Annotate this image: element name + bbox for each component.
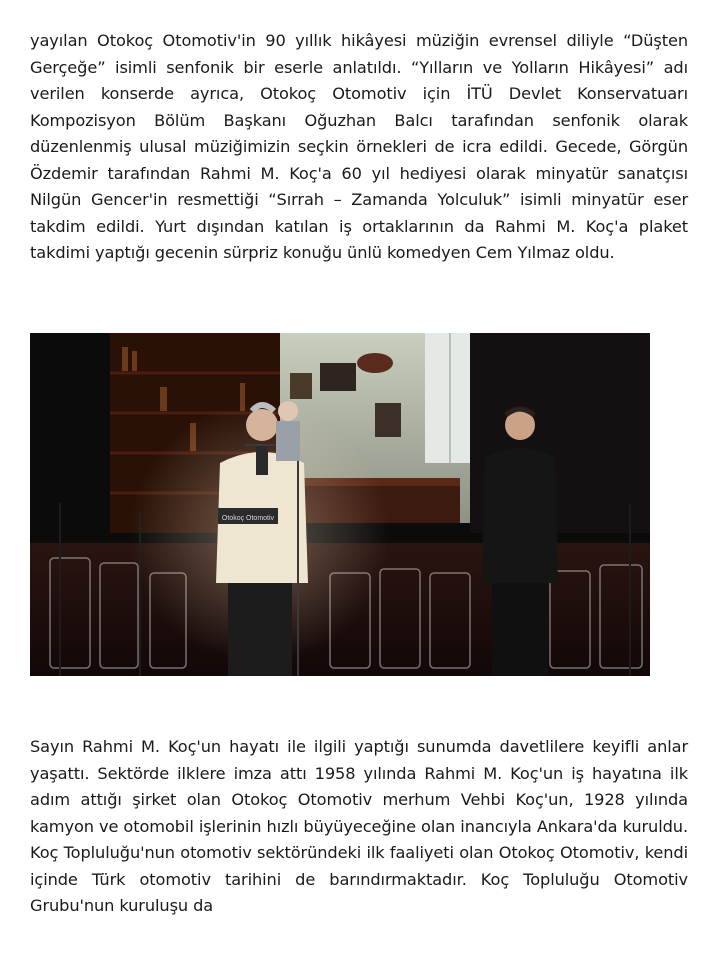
podium-sign: Otokoç Otomotiv (221, 515, 275, 522)
article-paragraph-1: yayılan Otokoç Otomotiv'in 90 yıllık hikâyesi müziğin evrensel diliyle “Düşten Gerçeğe” isimli senfonik bir eserle anlatıldı. “Yılların ve Yolların Hikâyesi” adı verilen konserde ayrıca, Otokoç Otomotiv için İTÜ Devlet Konservatuarı Kompozisyon Bölüm Başkanı Oğuzhan Balcı tarafından senfonik olarak düzenlenmiş ulusal müziğimizin seçkin örnekleri de icra edildi. Gecede, Görgün Özdemir tarafından Rahmi M. Koç'a 60 yıl hediyesi olarak minyatür sanatçısı Nilgün Gencer'in resmettiği “Sırrah – Zamanda Yolculuk” isimli minyatür eser takdim edildi. Yurt dışından katılan iş ortaklarının da Rahmi M. Koç'a plaket takdimi yaptığı gecenin sürpriz konuğu ünlü komedyen Cem Yılmaz oldu. (30, 31, 688, 262)
event-photo (30, 333, 650, 676)
article-paragraph-2: Sayın Rahmi M. Koç'un hayatı ile ilgili yaptığı sunumda davetlilere keyifli anlar yaşattı. Sektörde ilklere imza attı 1958 yılında Rahmi M. Koç'un iş hayatına ilk adım attığı şirket olan Otokoç Otomotiv merhum Vehbi Koç'un, 1928 yılında kamyon ve otomobil işlerinin hızlı büyüyeceğine olan inancıyla Ankara'da kuruldu. Koç Topluluğu'nun otomotiv sektöründeki ilk faaliyeti olan Otokoç Otomotiv, kendi içinde Türk otomotiv tarihini de barındırmaktadır. Koç Topluluğu Otomotiv Grubu'nun kuruluşu da (30, 737, 688, 915)
